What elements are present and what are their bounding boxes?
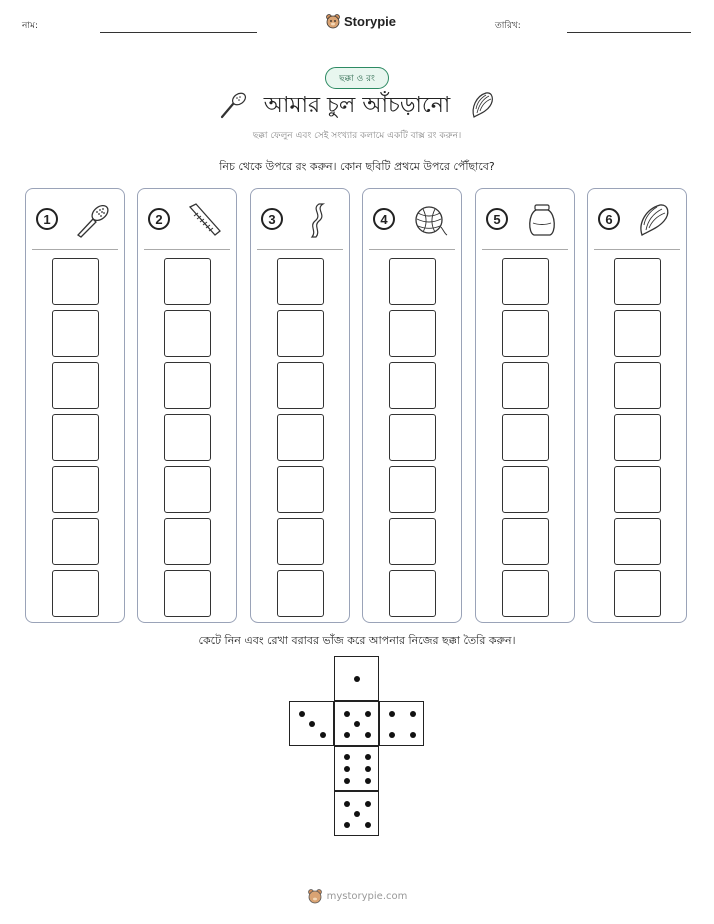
color-box[interactable]: [389, 466, 436, 513]
die-face-five: [334, 701, 379, 746]
color-box[interactable]: [502, 466, 549, 513]
color-box[interactable]: [614, 570, 661, 617]
color-box[interactable]: [277, 466, 324, 513]
date-label: তারিখ:: [495, 21, 521, 31]
hair-lock-icon: [468, 90, 496, 120]
name-label: নাম:: [22, 21, 39, 31]
color-box[interactable]: [389, 310, 436, 357]
color-box[interactable]: [389, 518, 436, 565]
cut-instruction: কেটে নিন এবং রেখা বরাবর ভাঁজ করে আপনার নিজের ছক্কা তৈরি করুন।: [198, 634, 516, 647]
divider: [369, 249, 455, 250]
color-box[interactable]: [389, 570, 436, 617]
column-5: [475, 188, 575, 623]
color-box[interactable]: [502, 258, 549, 305]
color-box[interactable]: [164, 518, 211, 565]
column-number: 5: [486, 208, 508, 230]
color-box[interactable]: [52, 466, 99, 513]
column-3: [250, 188, 350, 623]
color-box[interactable]: [614, 518, 661, 565]
color-box[interactable]: [502, 310, 549, 357]
color-box[interactable]: [389, 362, 436, 409]
color-box[interactable]: [164, 466, 211, 513]
instruction: নিচ থেকে উপরে রং করুন। কোন ছবিটি প্রথমে উপরে পৌঁছাবে?: [219, 160, 495, 173]
jar-icon: [522, 201, 562, 239]
page-title: আমার চুল আঁচড়ানো: [263, 93, 451, 118]
bear-logo-icon: [325, 13, 341, 29]
name-line[interactable]: [100, 32, 257, 33]
color-box[interactable]: [277, 570, 324, 617]
divider: [594, 249, 680, 250]
column-number: 1: [36, 208, 58, 230]
color-box[interactable]: [164, 310, 211, 357]
color-box[interactable]: [502, 570, 549, 617]
brand-logo: [325, 13, 396, 29]
color-box[interactable]: [277, 310, 324, 357]
color-box[interactable]: [614, 362, 661, 409]
color-box[interactable]: [52, 258, 99, 305]
color-box[interactable]: [52, 518, 99, 565]
divider: [32, 249, 118, 250]
hair-strand-icon: [297, 201, 337, 239]
divider: [482, 249, 568, 250]
color-box[interactable]: [52, 570, 99, 617]
die-face-five: [334, 791, 379, 836]
color-box[interactable]: [389, 258, 436, 305]
column-number: 4: [373, 208, 395, 230]
color-box[interactable]: [164, 258, 211, 305]
category-badge: ছক্কা ও রং: [325, 67, 389, 89]
column-4: [362, 188, 462, 623]
footer-url[interactable]: mystorypie.com: [326, 890, 408, 902]
column-6: [587, 188, 687, 623]
yarn-ball-icon: [409, 201, 449, 239]
die-face-three: [289, 701, 334, 746]
divider: [144, 249, 230, 250]
column-number: 3: [261, 208, 283, 230]
column-number: 2: [148, 208, 170, 230]
date-line[interactable]: [567, 32, 691, 33]
color-box[interactable]: [277, 362, 324, 409]
column-number: 6: [598, 208, 620, 230]
column-2: [137, 188, 237, 623]
footer: [0, 888, 714, 904]
bear-logo-icon: [307, 888, 323, 904]
die-face-four: [379, 701, 424, 746]
die-face-one: [334, 656, 379, 701]
die-face-six: [334, 746, 379, 791]
color-box[interactable]: [614, 466, 661, 513]
comb-icon: [184, 201, 224, 239]
color-box[interactable]: [277, 258, 324, 305]
color-box[interactable]: [614, 414, 661, 461]
hair-lock-icon: [634, 201, 674, 239]
color-box[interactable]: [52, 310, 99, 357]
column-1: [25, 188, 125, 623]
subtitle: ছক্কা ফেলুন এবং সেই সংখ্যার কলামে একটি বাক্স রং করুন।: [252, 131, 462, 141]
color-box[interactable]: [52, 362, 99, 409]
hairbrush-icon: [72, 201, 112, 239]
color-box[interactable]: [502, 414, 549, 461]
color-box[interactable]: [502, 518, 549, 565]
color-box[interactable]: [52, 414, 99, 461]
divider: [257, 249, 343, 250]
color-box[interactable]: [164, 414, 211, 461]
color-box[interactable]: [164, 570, 211, 617]
color-box[interactable]: [502, 362, 549, 409]
color-box[interactable]: [277, 414, 324, 461]
color-box[interactable]: [389, 414, 436, 461]
color-box[interactable]: [164, 362, 211, 409]
brand-name: Storypie: [344, 13, 397, 29]
color-box[interactable]: [277, 518, 324, 565]
color-box[interactable]: [614, 258, 661, 305]
color-box[interactable]: [614, 310, 661, 357]
